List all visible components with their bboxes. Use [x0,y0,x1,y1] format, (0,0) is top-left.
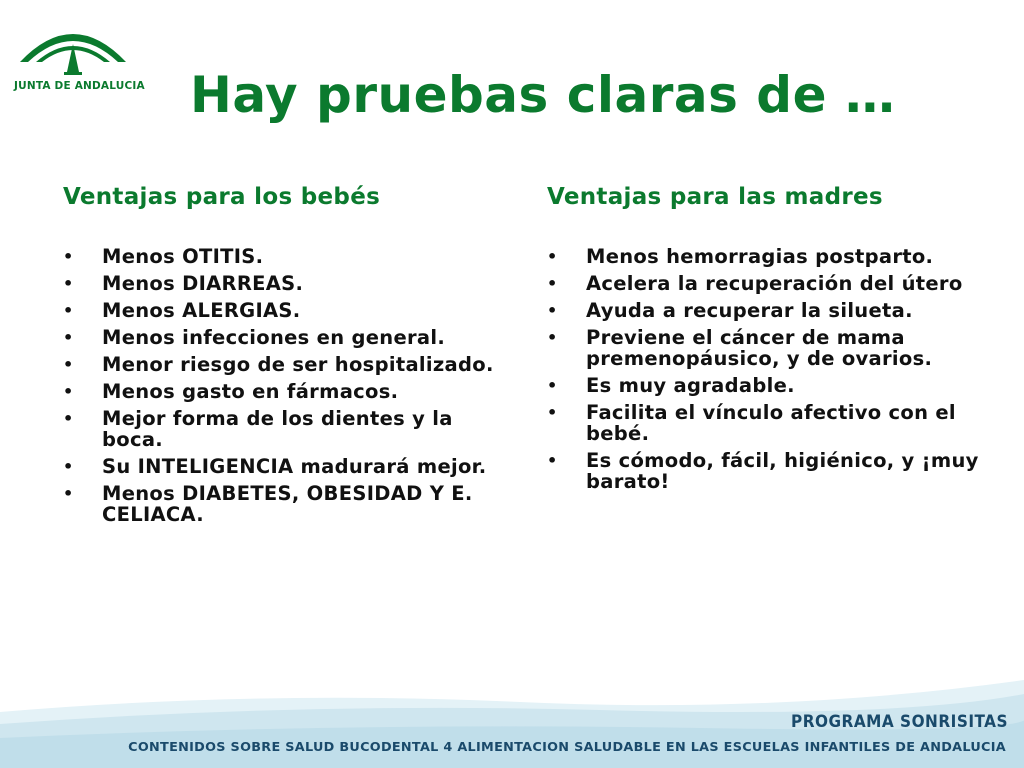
list-item [547,300,987,321]
list-item [547,246,987,267]
left-column [63,184,503,531]
bullet-icon: • [63,457,74,476]
list-item-text: Facilita el vínculo afectivo con el bebé. [586,401,956,445]
bullet-icon: • [63,382,74,401]
list-item [63,381,503,402]
list-item [63,456,503,477]
list-item [63,273,503,294]
list-item-text: Menos infecciones en general. [102,326,446,349]
bullet-icon: • [547,328,558,347]
footer-program-name: PROGRAMA SONRISITAS [791,712,1008,732]
slide-title: Hay pruebas claras de … [190,66,896,124]
bullet-icon: • [547,376,558,395]
list-item [63,300,503,321]
list-item [63,483,503,525]
bullet-icon: • [547,301,558,320]
list-item [547,273,987,294]
bullet-icon: • [547,247,558,266]
list-item [547,402,987,444]
list-item-text: Es muy agradable. [586,374,795,397]
list-item-text: Menos DIARREAS. [102,272,304,295]
bullet-icon: • [63,328,74,347]
list-item-text: Menos hemorragias postparto. [586,245,934,268]
bullet-icon: • [63,355,74,374]
right-list [547,246,987,492]
list-item-text: Acelera la recuperación del útero [586,272,963,295]
right-heading: Ventajas para las madres [547,184,883,210]
list-item-text: Menos gasto en fármacos. [102,380,399,403]
list-item [63,408,503,450]
list-item-text: Previene el cáncer de mama premenopáusico, y de ovarios. [586,326,933,370]
bullet-icon: • [547,403,558,422]
bullet-icon: • [63,409,74,428]
list-item-text: Menos DIABETES, OBESIDAD Y E. CELIACA. [102,482,473,526]
bullet-icon: • [547,451,558,470]
bullet-icon: • [63,274,74,293]
list-item [547,450,987,492]
list-item-text: Menos ALERGIAS. [102,299,301,322]
list-item-text: Mejor forma de los dientes y la boca. [102,407,453,451]
footer-content-line: CONTENIDOS SOBRE SALUD BUCODENTAL 4 ALIMENTACION SALUDABLE EN LAS ESCUELAS INFANTILES DE ANDALUCIA [128,740,1006,755]
logo-text: JUNTA DE ANDALUCIA [14,80,145,92]
list-item [63,327,503,348]
junta-de-andalucia-logo [14,14,145,100]
list-item [63,354,503,375]
list-item-text: Es cómodo, fácil, higiénico, y ¡muy barato! [586,449,979,493]
bullet-icon: • [63,301,74,320]
list-item [63,246,503,267]
list-item-text: Su INTELIGENCIA madurará mejor. [102,455,487,478]
left-heading: Ventajas para los bebés [63,184,381,210]
list-item [547,375,987,396]
bullet-icon: • [547,274,558,293]
list-item-text: Menos OTITIS. [102,245,264,268]
list-item [547,327,987,369]
logo-arch-icon [14,14,132,80]
list-item-text: Ayuda a recuperar la silueta. [586,299,913,322]
bullet-icon: • [63,484,74,503]
left-list [63,246,503,525]
right-column [547,184,987,498]
bullet-icon: • [63,247,74,266]
list-item-text: Menor riesgo de ser hospitalizado. [102,353,494,376]
